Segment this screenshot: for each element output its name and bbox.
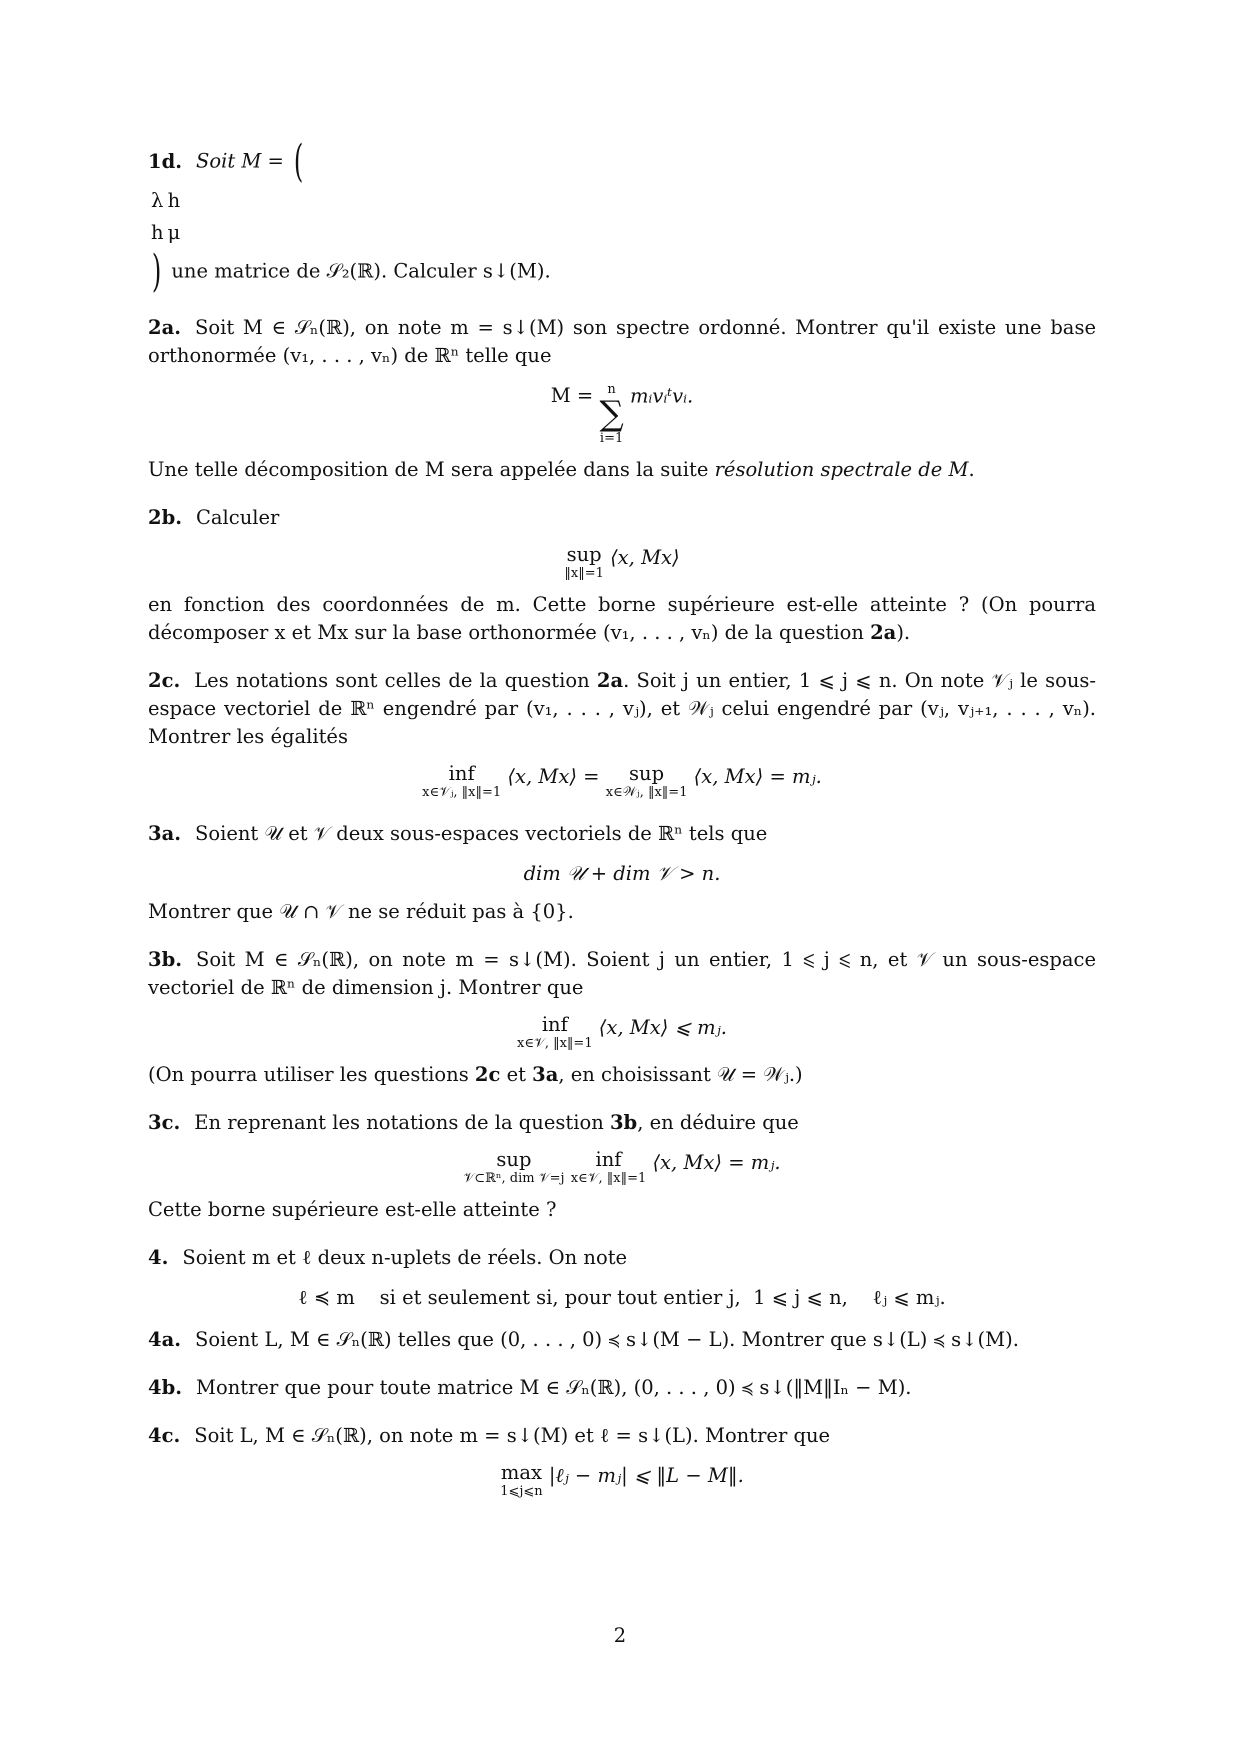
question-2b bbox=[148, 504, 1096, 532]
question-number: 2c. bbox=[148, 669, 181, 692]
paragraph: en fonction des coordonnées de m. Cette borne supérieure est-elle atteinte ? (On pourra décomposer x et Mx sur la base orthonormée (v₁, . . . , vₙ) de la question 2a). bbox=[148, 593, 1096, 644]
matrix-cell: μ bbox=[167, 221, 181, 244]
question-number: 2a. bbox=[148, 316, 181, 339]
question-number: 4a. bbox=[148, 1328, 181, 1351]
paragraph: Une telle décomposition de M sera appelée dans la suite résolution spectrale de M. bbox=[148, 458, 975, 481]
equation-sup-inf: sup 𝒱⊂ℝⁿ, dim 𝒱=j inf x∈𝒱, ‖x‖=1 ⟨x, Mx⟩ = mⱼ. bbox=[463, 1148, 781, 1186]
question-3b: 3b. Soit M ∈ 𝒮ₙ(ℝ), on note m = s↓(M). Soient j un entier, 1 ⩽ j ⩽ n, et 𝒱 un sous-espace vectoriel de ℝⁿ de dimension j. Montrer que bbox=[148, 948, 1096, 999]
question-text: Soit M = bbox=[196, 149, 284, 173]
question-4c: 4c. Soit L, M ∈ 𝒮ₙ(ℝ), on note m = s↓(M) et ℓ = s↓(L). Montrer que bbox=[148, 1424, 831, 1447]
equation-max: max 1⩽j⩽n |ℓⱼ − mⱼ| ⩽ ‖L − M‖. bbox=[500, 1461, 744, 1499]
question-4: 4. Soient m et ℓ deux n-uplets de réels. On note bbox=[148, 1246, 628, 1269]
equation-dim: dim 𝒰 + dim 𝒱 > n. bbox=[523, 862, 721, 885]
question-number: 4b. bbox=[148, 1376, 182, 1399]
question-number: 3b. bbox=[148, 948, 182, 971]
question-text: une matrice de 𝒮₂(ℝ). Calculer s↓(M). bbox=[171, 259, 551, 283]
document-body: 1d. Soit M = ( λ h h μ ) une matrice de 𝒮₂(ℝ). Calculer s↓(M). 2a. Soit M ∈ 𝒮ₙ(ℝ), on note m = s↓(M) son spectre ordonné. Montrer qu'il existe une base orthonormée (v₁, . . . , vₙ) de ℝⁿ telle que M = n ∑ i=1 mᵢvᵢᵗvᵢ. Une telle décomposition de M sera appelée dans la suite résolution spectrale de M. 2b. Calculer sup ‖x‖=1 ⟨x, Mx⟩ en fonction des coordonnées de m. Cette borne supérieure est-elle atteinte ? (On pourra décomposer x et Mx sur la base orthonormée (v₁, . . . , vₙ) de la question 2a). 2c. Les notations sont celles de la question 2a. Soit j un entier, 1 ⩽ j ⩽ n. On note 𝒱ⱼ le sous-espace vectoriel de ℝⁿ engendré par (v₁, . . . , vⱼ), et 𝒲ⱼ celui engendré par (vⱼ, vⱼ₊₁, . . . , vₙ). Montrer les égalités inf x∈𝒱ⱼ, ‖x‖=1 ⟨x, Mx⟩ = sup x∈𝒲ⱼ, ‖x‖=1 ⟨x, Mx⟩ = mⱼ. 3a. Soient 𝒰 et 𝒱 deux sous-espaces vectoriels de ℝⁿ tels que dim 𝒰 + dim 𝒱 > n. Montrer que 𝒰 ∩ 𝒱 ne se réduit pas à {0}. 3b. Soit M ∈ 𝒮ₙ(ℝ), on note m = s↓(M). Soient j un entier, 1 ⩽ j ⩽ n, et 𝒱 un sous-espace vectoriel de ℝⁿ de dimension j. Montrer que inf x∈𝒱, ‖x‖=1 ⟨x, Mx⟩ ⩽ mⱼ. (On pourra utiliser les questions 2c et 3a, en choisissant 𝒰 = 𝒲ⱼ.) 3c. En reprenant les notations de la question 3b, en déduire que sup 𝒱⊂ℝⁿ, dim 𝒱=j inf x∈𝒱, ‖x‖=1 ⟨x, Mx⟩ = mⱼ. Cette borne supérieure est-elle atteinte ? 4. Soient m et ℓ deux n-uplets de réels. On note ℓ ≼ m si et seulement si, pour tout entier j, 1 ⩽ j ⩽ n, ℓⱼ ⩽ mⱼ. 4a. Soient L, M ∈ 𝒮ₙ(ℝ) telles que (0, . . . , 0) ≼ s↓(M − L). Montrer que s↓(L) ≼ s↓(M). 4b. Montrer que pour toute matrice M ∈ 𝒮ₙ(ℝ), (0, . . . , 0) ≼ s↓(‖M‖Iₙ − M). 4c. Soit L, M ∈ 𝒮ₙ(ℝ), on note m = s↓(M) et ℓ = s↓(L). Montrer que max 1⩽j⩽n |ℓⱼ − mⱼ| ⩽ ‖L − M‖. bbox=[148, 136, 1096, 1499]
question-number: 2b. bbox=[148, 506, 182, 529]
paragraph: Cette borne supérieure est-elle atteinte ? bbox=[148, 1198, 557, 1221]
equation-inf-sup: inf x∈𝒱ⱼ, ‖x‖=1 ⟨x, Mx⟩ = sup x∈𝒲ⱼ, ‖x‖=1 ⟨x, Mx⟩ = mⱼ. bbox=[422, 762, 822, 800]
question-2a bbox=[148, 314, 1096, 370]
question-text: Soit M ∈ 𝒮ₙ(ℝ), on note m = s↓(M) son spectre ordonné. Montrer qu'il existe une base orthonormée (v₁, . . . , vₙ) de ℝⁿ telle que bbox=[148, 316, 1096, 367]
matrix-cell: λ bbox=[151, 189, 164, 212]
question-3a: 3a. Soient 𝒰 et 𝒱 deux sous-espaces vectoriels de ℝⁿ tels que bbox=[148, 822, 768, 845]
question-text: Calculer bbox=[196, 506, 280, 529]
equation-inf-bound: inf x∈𝒱, ‖x‖=1 ⟨x, Mx⟩ ⩽ mⱼ. bbox=[517, 1013, 727, 1051]
matrix-lambda-h-mu: ( bbox=[293, 136, 304, 187]
equation-order: ℓ ≼ m si et seulement si, pour tout entier j, 1 ⩽ j ⩽ n, ℓⱼ ⩽ mⱼ. bbox=[298, 1286, 946, 1309]
question-4b: 4b. Montrer que pour toute matrice M ∈ 𝒮ₙ(ℝ), (0, . . . , 0) ≼ s↓(‖M‖Iₙ − M). bbox=[148, 1376, 912, 1399]
paragraph: Montrer que 𝒰 ∩ 𝒱 ne se réduit pas à {0}. bbox=[148, 900, 574, 923]
page-number: 2 bbox=[613, 1624, 627, 1647]
question-2c: 2c. Les notations sont celles de la question 2a. Soit j un entier, 1 ⩽ j ⩽ n. On note 𝒱ⱼ le sous-espace vectoriel de ℝⁿ engendré par (v₁, . . . , vⱼ), et 𝒲ⱼ celui engendré par (vⱼ, vⱼ₊₁, . . . , vₙ). Montrer les égalités bbox=[148, 669, 1096, 748]
question-number: 4. bbox=[148, 1246, 169, 1269]
question-number: 4c. bbox=[148, 1424, 181, 1447]
question-number: 1d. bbox=[148, 149, 182, 173]
question-number: 3a. bbox=[148, 822, 181, 845]
question-number: 3c. bbox=[148, 1111, 181, 1134]
equation-spectral-sum: M = n ∑ i=1 mᵢvᵢᵗvᵢ. bbox=[550, 382, 694, 446]
paragraph: (On pourra utiliser les questions 2c et 3a, en choisissant 𝒰 = 𝒲ⱼ.) bbox=[148, 1063, 803, 1086]
question-3c: 3c. En reprenant les notations de la question 3b, en déduire que bbox=[148, 1111, 799, 1134]
equation-sup: sup ‖x‖=1 ⟨x, Mx⟩ bbox=[564, 543, 680, 581]
matrix-cell: h bbox=[167, 189, 181, 212]
question-4a: 4a. Soient L, M ∈ 𝒮ₙ(ℝ) telles que (0, . . . , 0) ≼ s↓(M − L). Montrer que s↓(L) ≼ s↓(M). bbox=[148, 1328, 1019, 1351]
matrix-cell: h bbox=[151, 221, 164, 244]
question-1d bbox=[148, 136, 1096, 187]
